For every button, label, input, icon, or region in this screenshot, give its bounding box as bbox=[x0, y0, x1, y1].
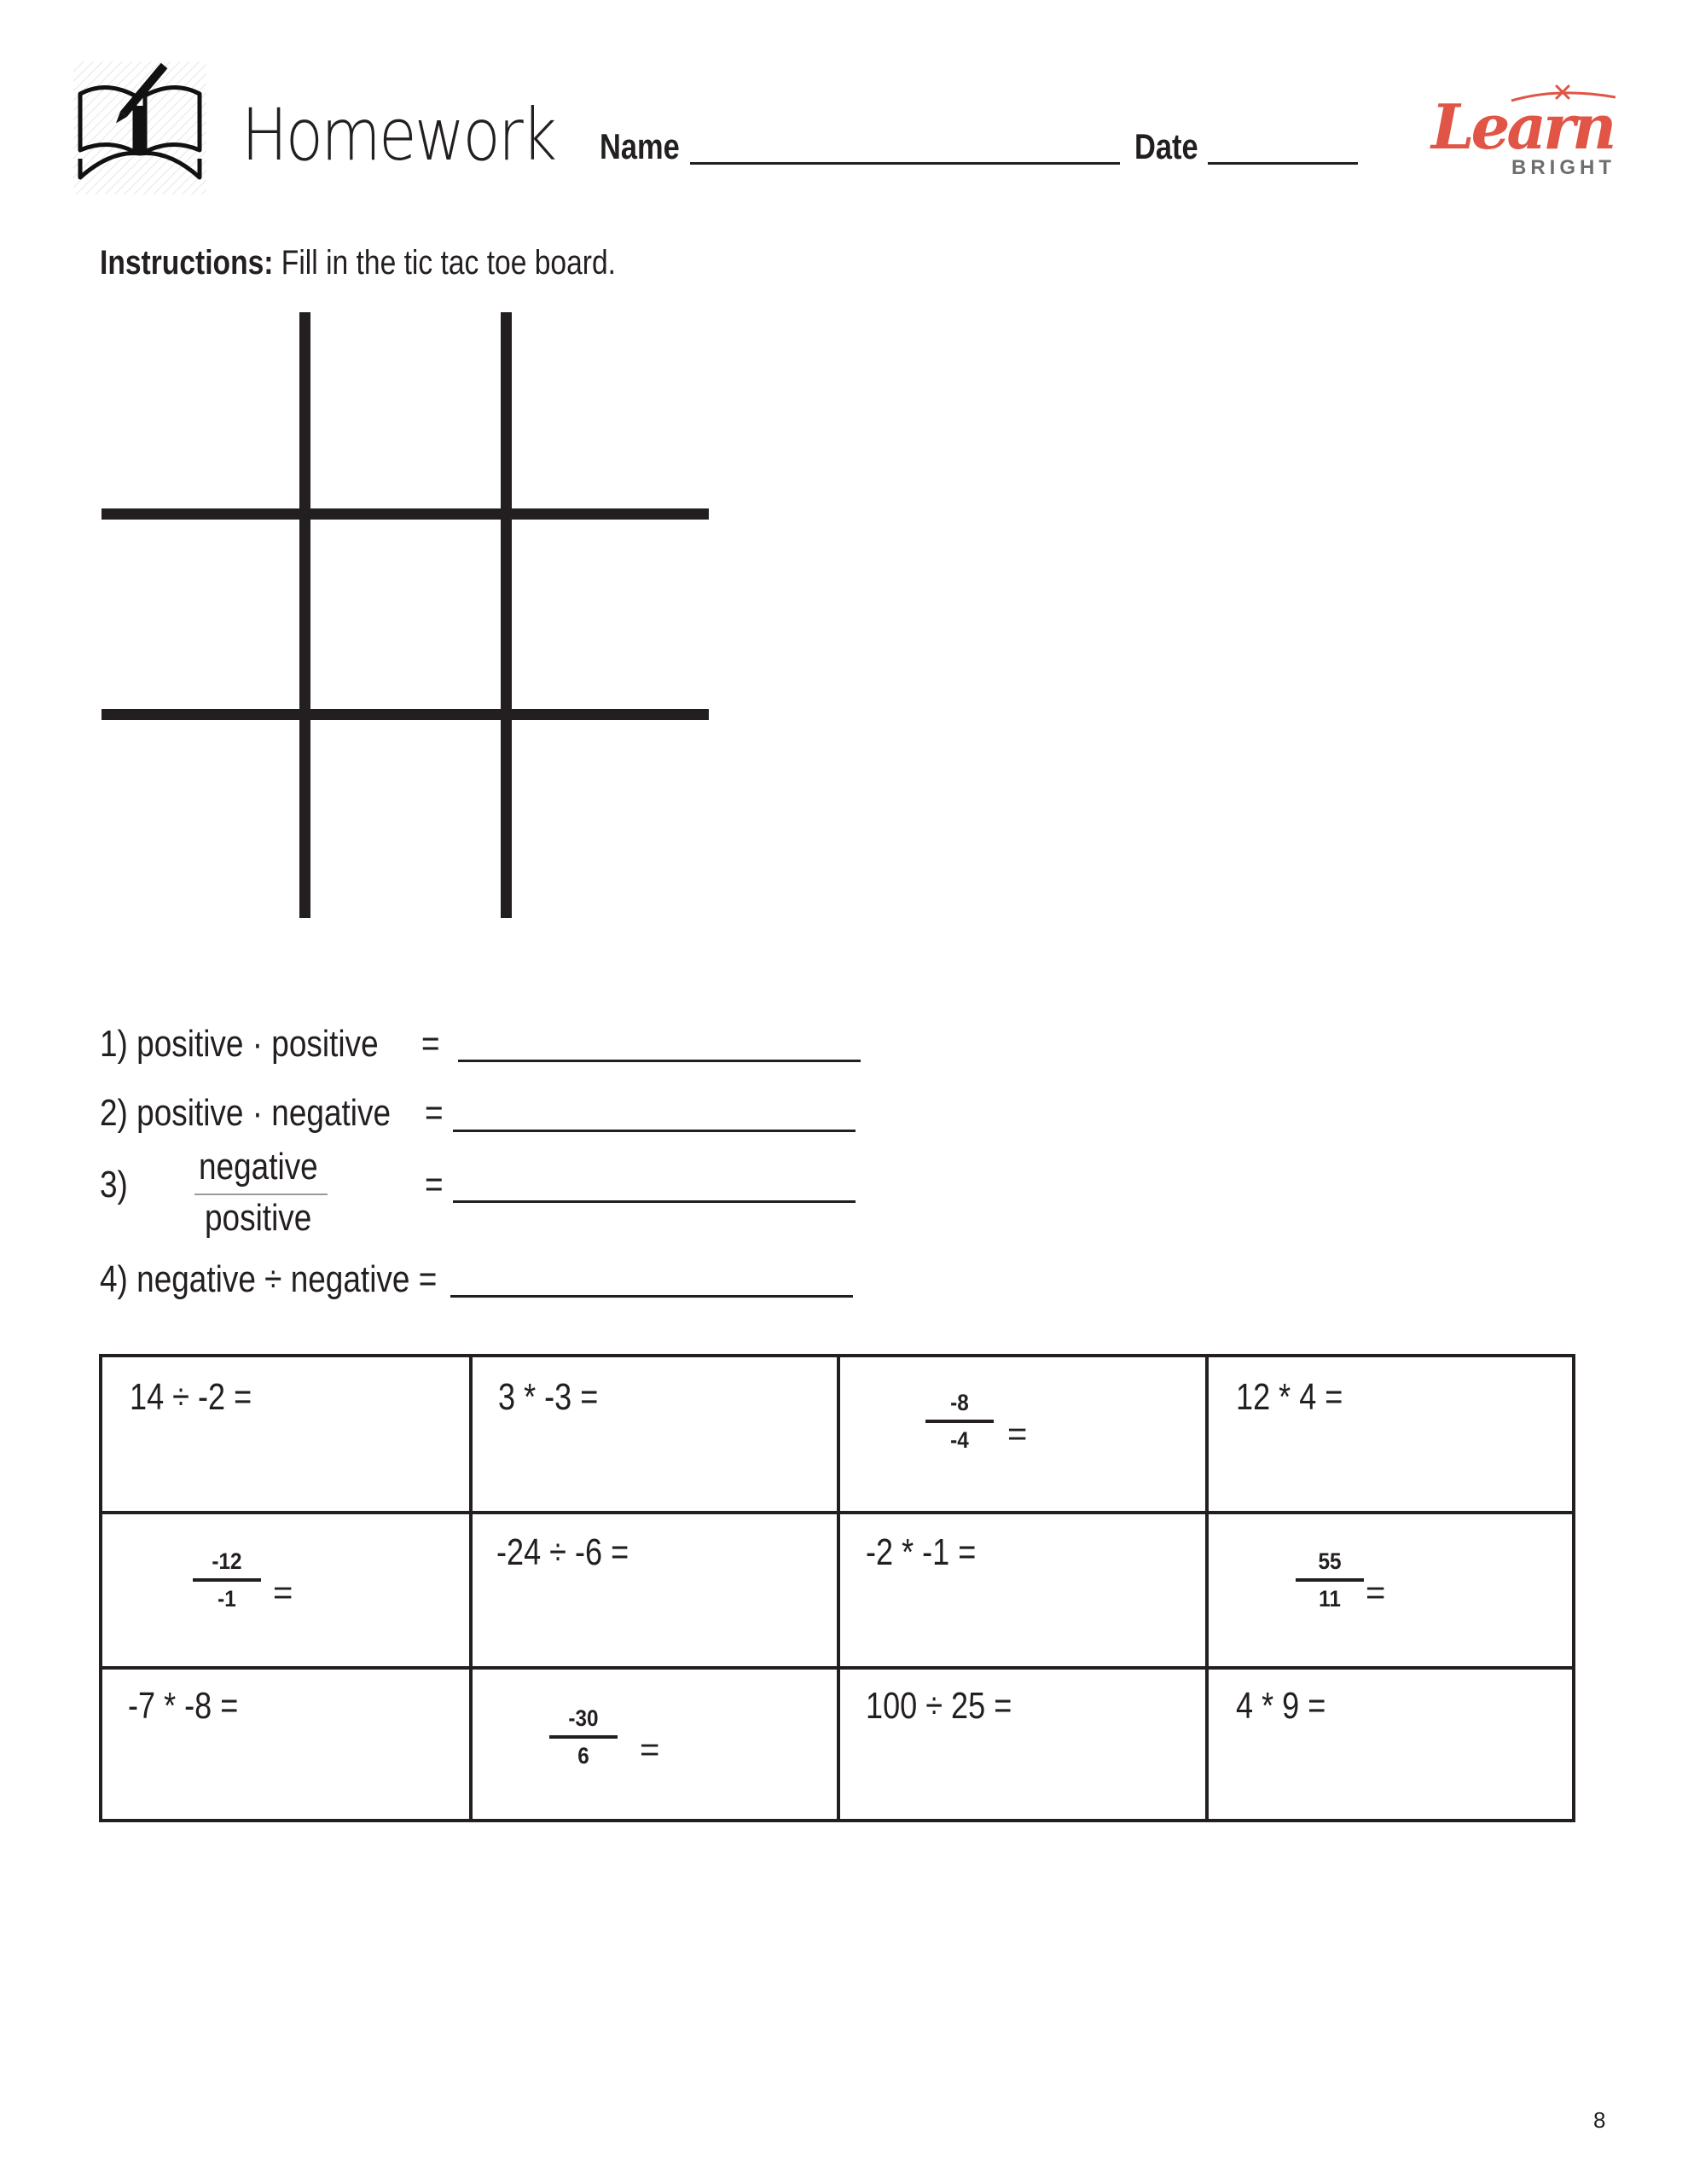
fraction-numerator: -8 bbox=[950, 1390, 969, 1415]
rule-number: 4) bbox=[100, 1258, 128, 1300]
fraction-numerator: -12 bbox=[212, 1548, 242, 1574]
instructions-text: Fill in the tic tac toe board. bbox=[273, 244, 617, 282]
grid-cell[interactable] bbox=[473, 1670, 837, 1819]
date-field[interactable] bbox=[1208, 162, 1358, 165]
page-title: Homework bbox=[241, 93, 555, 177]
instructions-label: Instructions: bbox=[100, 244, 274, 282]
problem-fraction bbox=[1296, 1547, 1364, 1613]
problem-expression: 3 * -3 = bbox=[498, 1376, 599, 1418]
rule-item bbox=[100, 1258, 437, 1301]
rule-number: 1) bbox=[100, 1023, 128, 1065]
fraction-numerator: -30 bbox=[568, 1705, 599, 1731]
fraction-numerator: 55 bbox=[1318, 1548, 1342, 1574]
rule-answer-field[interactable] bbox=[450, 1295, 853, 1298]
grid-cell[interactable] bbox=[840, 1670, 1205, 1819]
board-vertical-line bbox=[501, 312, 512, 918]
rule-number: 2) bbox=[100, 1092, 128, 1134]
name-field[interactable] bbox=[690, 162, 1120, 165]
fraction-denominator: 11 bbox=[1319, 1586, 1341, 1612]
fraction-equals: = bbox=[1366, 1574, 1386, 1612]
fraction-bar bbox=[194, 1194, 328, 1195]
board-cell[interactable] bbox=[102, 720, 299, 918]
fraction-bar bbox=[193, 1578, 261, 1582]
problem-expression: -7 * -8 = bbox=[128, 1685, 239, 1727]
rule-answer-field[interactable] bbox=[453, 1200, 856, 1203]
instructions bbox=[100, 241, 616, 284]
board-cell[interactable] bbox=[310, 520, 501, 709]
grid-cell[interactable] bbox=[102, 1357, 469, 1511]
grid-cell[interactable] bbox=[1209, 1514, 1572, 1666]
grid-cell[interactable] bbox=[840, 1514, 1205, 1666]
board-cell[interactable] bbox=[512, 520, 709, 709]
rule-text: positive · negative bbox=[136, 1092, 392, 1134]
rule-denominator: positive bbox=[205, 1197, 312, 1239]
rule-text: negative ÷ negative = bbox=[136, 1258, 438, 1300]
learn-bright-logo bbox=[1430, 78, 1626, 181]
grid-cell[interactable] bbox=[102, 1670, 469, 1819]
fraction-bar bbox=[549, 1735, 618, 1739]
board-cell[interactable] bbox=[310, 312, 501, 508]
problem-fraction bbox=[925, 1388, 994, 1455]
board-cell[interactable] bbox=[512, 312, 709, 508]
problem-fraction bbox=[549, 1704, 618, 1770]
fraction-bar bbox=[1296, 1578, 1364, 1582]
problem-grid bbox=[99, 1354, 1575, 1822]
logo-sub-text: BRIGHT bbox=[1511, 156, 1615, 179]
problem-expression: 100 ÷ 25 = bbox=[866, 1685, 1012, 1727]
rule-equals: = bbox=[421, 1023, 440, 1065]
board-horizontal-line bbox=[102, 709, 709, 720]
problem-fraction bbox=[193, 1547, 261, 1613]
board-cell[interactable] bbox=[102, 520, 299, 709]
rule-answer-field[interactable] bbox=[458, 1060, 861, 1062]
board-horizontal-line bbox=[102, 508, 709, 520]
grid-cell[interactable] bbox=[1209, 1357, 1572, 1511]
grid-cell[interactable] bbox=[840, 1357, 1205, 1511]
grid-cell[interactable] bbox=[102, 1514, 469, 1666]
problem-expression: 14 ÷ -2 = bbox=[130, 1376, 252, 1418]
problem-expression: 4 * 9 = bbox=[1236, 1685, 1326, 1727]
fraction-equals: = bbox=[273, 1574, 293, 1612]
fraction-equals: = bbox=[640, 1731, 660, 1769]
rule-item bbox=[100, 1092, 391, 1135]
fraction-denominator: -4 bbox=[950, 1427, 969, 1453]
fraction-bar bbox=[925, 1420, 994, 1423]
board-cell[interactable] bbox=[102, 312, 299, 508]
grid-cell[interactable] bbox=[473, 1514, 837, 1666]
problem-expression: -24 ÷ -6 = bbox=[496, 1531, 629, 1573]
fraction-denominator: 6 bbox=[577, 1743, 589, 1769]
fraction-denominator: -1 bbox=[218, 1586, 236, 1612]
problem-expression: -2 * -1 = bbox=[866, 1531, 977, 1573]
grid-cell[interactable] bbox=[1209, 1670, 1572, 1819]
rule-text: positive · positive bbox=[136, 1023, 379, 1065]
rule-equals: = bbox=[425, 1092, 444, 1134]
logo-script-text: Learn bbox=[1431, 90, 1614, 163]
problem-expression: 12 * 4 = bbox=[1236, 1376, 1343, 1418]
board-cell[interactable] bbox=[310, 720, 501, 918]
name-label: Name bbox=[600, 126, 680, 166]
book-with-pencil-icon bbox=[73, 61, 206, 195]
board-vertical-line bbox=[299, 312, 310, 918]
rule-numerator: negative bbox=[199, 1146, 318, 1188]
page-number: 8 bbox=[1593, 2107, 1606, 2133]
date-label: Date bbox=[1134, 126, 1198, 166]
rule-item bbox=[100, 1023, 379, 1066]
fraction-equals: = bbox=[1007, 1415, 1028, 1453]
board-cell[interactable] bbox=[512, 720, 709, 918]
rule-equals: = bbox=[425, 1164, 444, 1205]
rule-answer-field[interactable] bbox=[453, 1130, 856, 1132]
rule-number: 3) bbox=[100, 1164, 128, 1205]
grid-cell[interactable] bbox=[473, 1357, 837, 1511]
